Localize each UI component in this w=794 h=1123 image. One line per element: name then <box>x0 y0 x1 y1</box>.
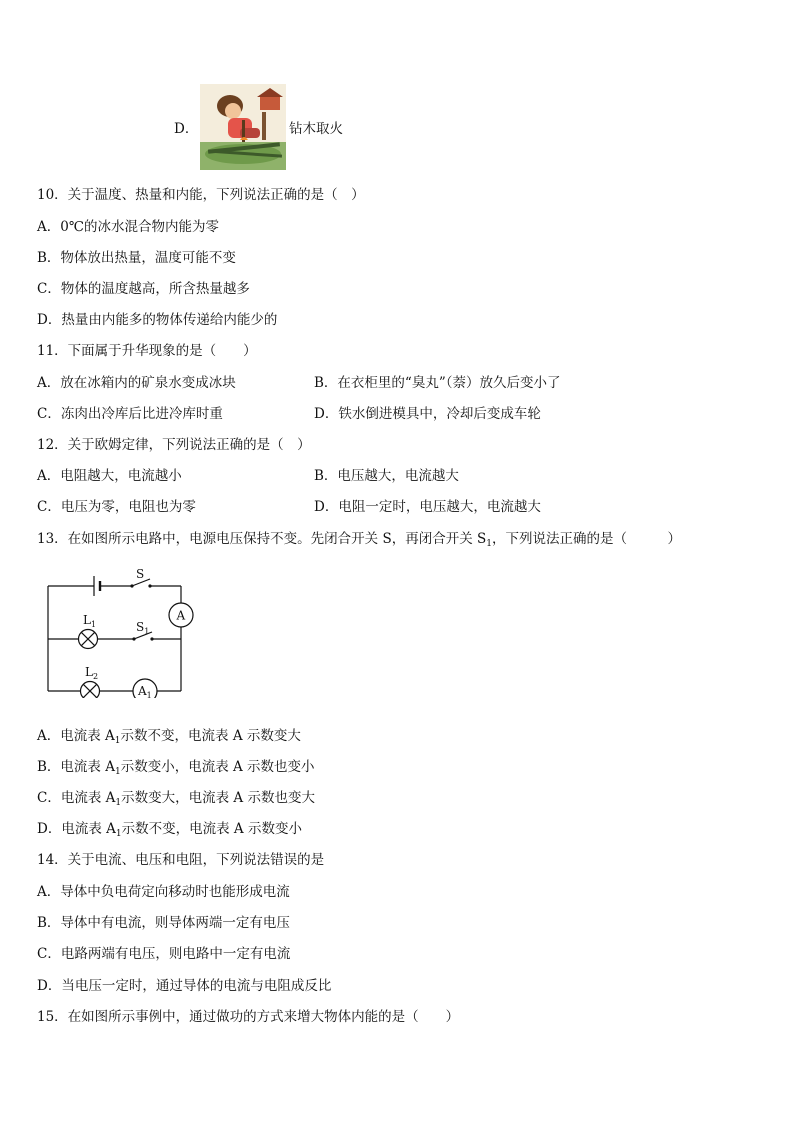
q13-option-b-sub: 1 <box>114 767 121 777</box>
lamp-l1-subscript: 1 <box>90 620 97 629</box>
q13-option-a-sub: 1 <box>114 736 121 746</box>
q12-option-c: C．电压为零，电阻也为零 <box>37 499 196 515</box>
switch-s-label: S <box>136 567 145 581</box>
ammeter-a1-label <box>137 684 152 698</box>
q13-option-d-sub: 1 <box>115 829 122 839</box>
q13-stem-subscript: 1 <box>486 539 492 549</box>
q11-option-b: B．在衣柜里的“臭丸”（萘）放久后变小了 <box>314 375 561 391</box>
circuit-diagram <box>40 566 200 698</box>
q13-option-c-post: 示数变大，电流表 A 示数也变大 <box>121 790 315 806</box>
q11-stem: 11．下面属于升华现象的是（ ） <box>37 343 257 359</box>
q11-option-d: D．铁水倒进模具中，冷却后变成车轮 <box>314 406 541 422</box>
q13-option-d-pre: D．电流表 A <box>37 821 116 837</box>
q13-stem-part-b: ，下列说法正确的是（ ） <box>492 531 681 547</box>
q11-option-c: C．冻肉出冷库后比进冷库时重 <box>37 406 223 422</box>
q10-option-a: A．0℃的冰水混合物内能为零 <box>37 219 219 235</box>
q15-stem: 15．在如图所示事例中，通过做功的方式来增大物体内能的是（ ） <box>37 1009 460 1025</box>
q13-option-a <box>37 727 301 745</box>
switch-s1-subscript: 1 <box>144 627 150 636</box>
q9-option-d-letter: D． <box>174 121 199 137</box>
q13-option-c-sub: 1 <box>115 798 122 808</box>
q12-option-a: A．电阻越大，电流越小 <box>37 468 182 484</box>
q10-option-b: B．物体放出热量，温度可能不变 <box>37 250 236 266</box>
lamp-l2-circle <box>81 682 100 699</box>
q12-option-b: B．电压越大，电流越大 <box>314 468 459 484</box>
ammeter-a1-subscript: 1 <box>146 691 152 698</box>
lamp-l1-label <box>83 613 96 629</box>
q13-option-b <box>37 758 315 776</box>
lamp-l1-letter: L <box>83 613 91 627</box>
drill-wood-fire-illustration <box>200 84 286 170</box>
q12-option-d: D．电阻一定时，电压越大，电流越大 <box>314 499 541 515</box>
switch-s1-label <box>136 620 149 636</box>
q13-option-a-post: 示数不变，电流表 A 示数变大 <box>120 728 301 744</box>
q14-option-b: B．导体中有电流，则导体两端一定有电压 <box>37 915 290 931</box>
q13-option-b-pre: B．电流表 A <box>37 759 115 775</box>
switch-s1-letter: S <box>136 620 145 634</box>
lamp-l2-subscript: 2 <box>92 672 99 681</box>
q10-stem: 10．关于温度、热量和内能，下列说法正确的是（ ） <box>37 187 365 203</box>
q13-stem <box>37 530 681 548</box>
ammeter-a-label: A <box>176 608 186 623</box>
q13-stem-part-a: 13．在如图所示电路中，电源电压保持不变。先闭合开关 S，再闭合开关 S <box>37 531 487 547</box>
lamp-l2-label <box>85 665 98 681</box>
q13-option-a-pre: A．电流表 A <box>37 728 115 744</box>
switch-s-contact <box>148 584 151 587</box>
q13-option-b-post: 示数变小，电流表 A 示数也变小 <box>120 759 315 775</box>
q13-option-c-pre: C．电流表 A <box>37 790 116 806</box>
q13-option-d-post: 示数不变，电流表 A 示数变小 <box>121 821 302 837</box>
q11-option-a: A．放在冰箱内的矿泉水变成冰块 <box>37 375 236 391</box>
q14-option-a: A．导体中负电荷定向移动时也能形成电流 <box>37 884 290 900</box>
q10-option-c: C．物体的温度越高，所含热量越多 <box>37 281 250 297</box>
switch-s-pivot <box>130 584 133 587</box>
switch-s1-pivot <box>132 637 135 640</box>
q14-option-d: D．当电压一定时，通过导体的电流与电阻成反比 <box>37 978 332 994</box>
ammeter-a1-letter: A <box>138 684 147 698</box>
q14-stem: 14．关于电流、电压和电阻，下列说法错误的是 <box>37 852 325 868</box>
lamp-l2-letter: L <box>85 665 93 679</box>
switch-s1-contact <box>150 637 153 640</box>
q13-option-c <box>37 789 315 807</box>
q10-option-d: D．热量由内能多的物体传递给内能少的 <box>37 312 278 328</box>
q12-stem: 12．关于欧姆定律，下列说法正确的是（ ） <box>37 437 311 453</box>
q13-option-d <box>37 820 302 838</box>
q14-option-c: C．电路两端有电压，则电路中一定有电流 <box>37 946 291 962</box>
q9-option-d-caption: 钻木取火 <box>289 121 343 137</box>
